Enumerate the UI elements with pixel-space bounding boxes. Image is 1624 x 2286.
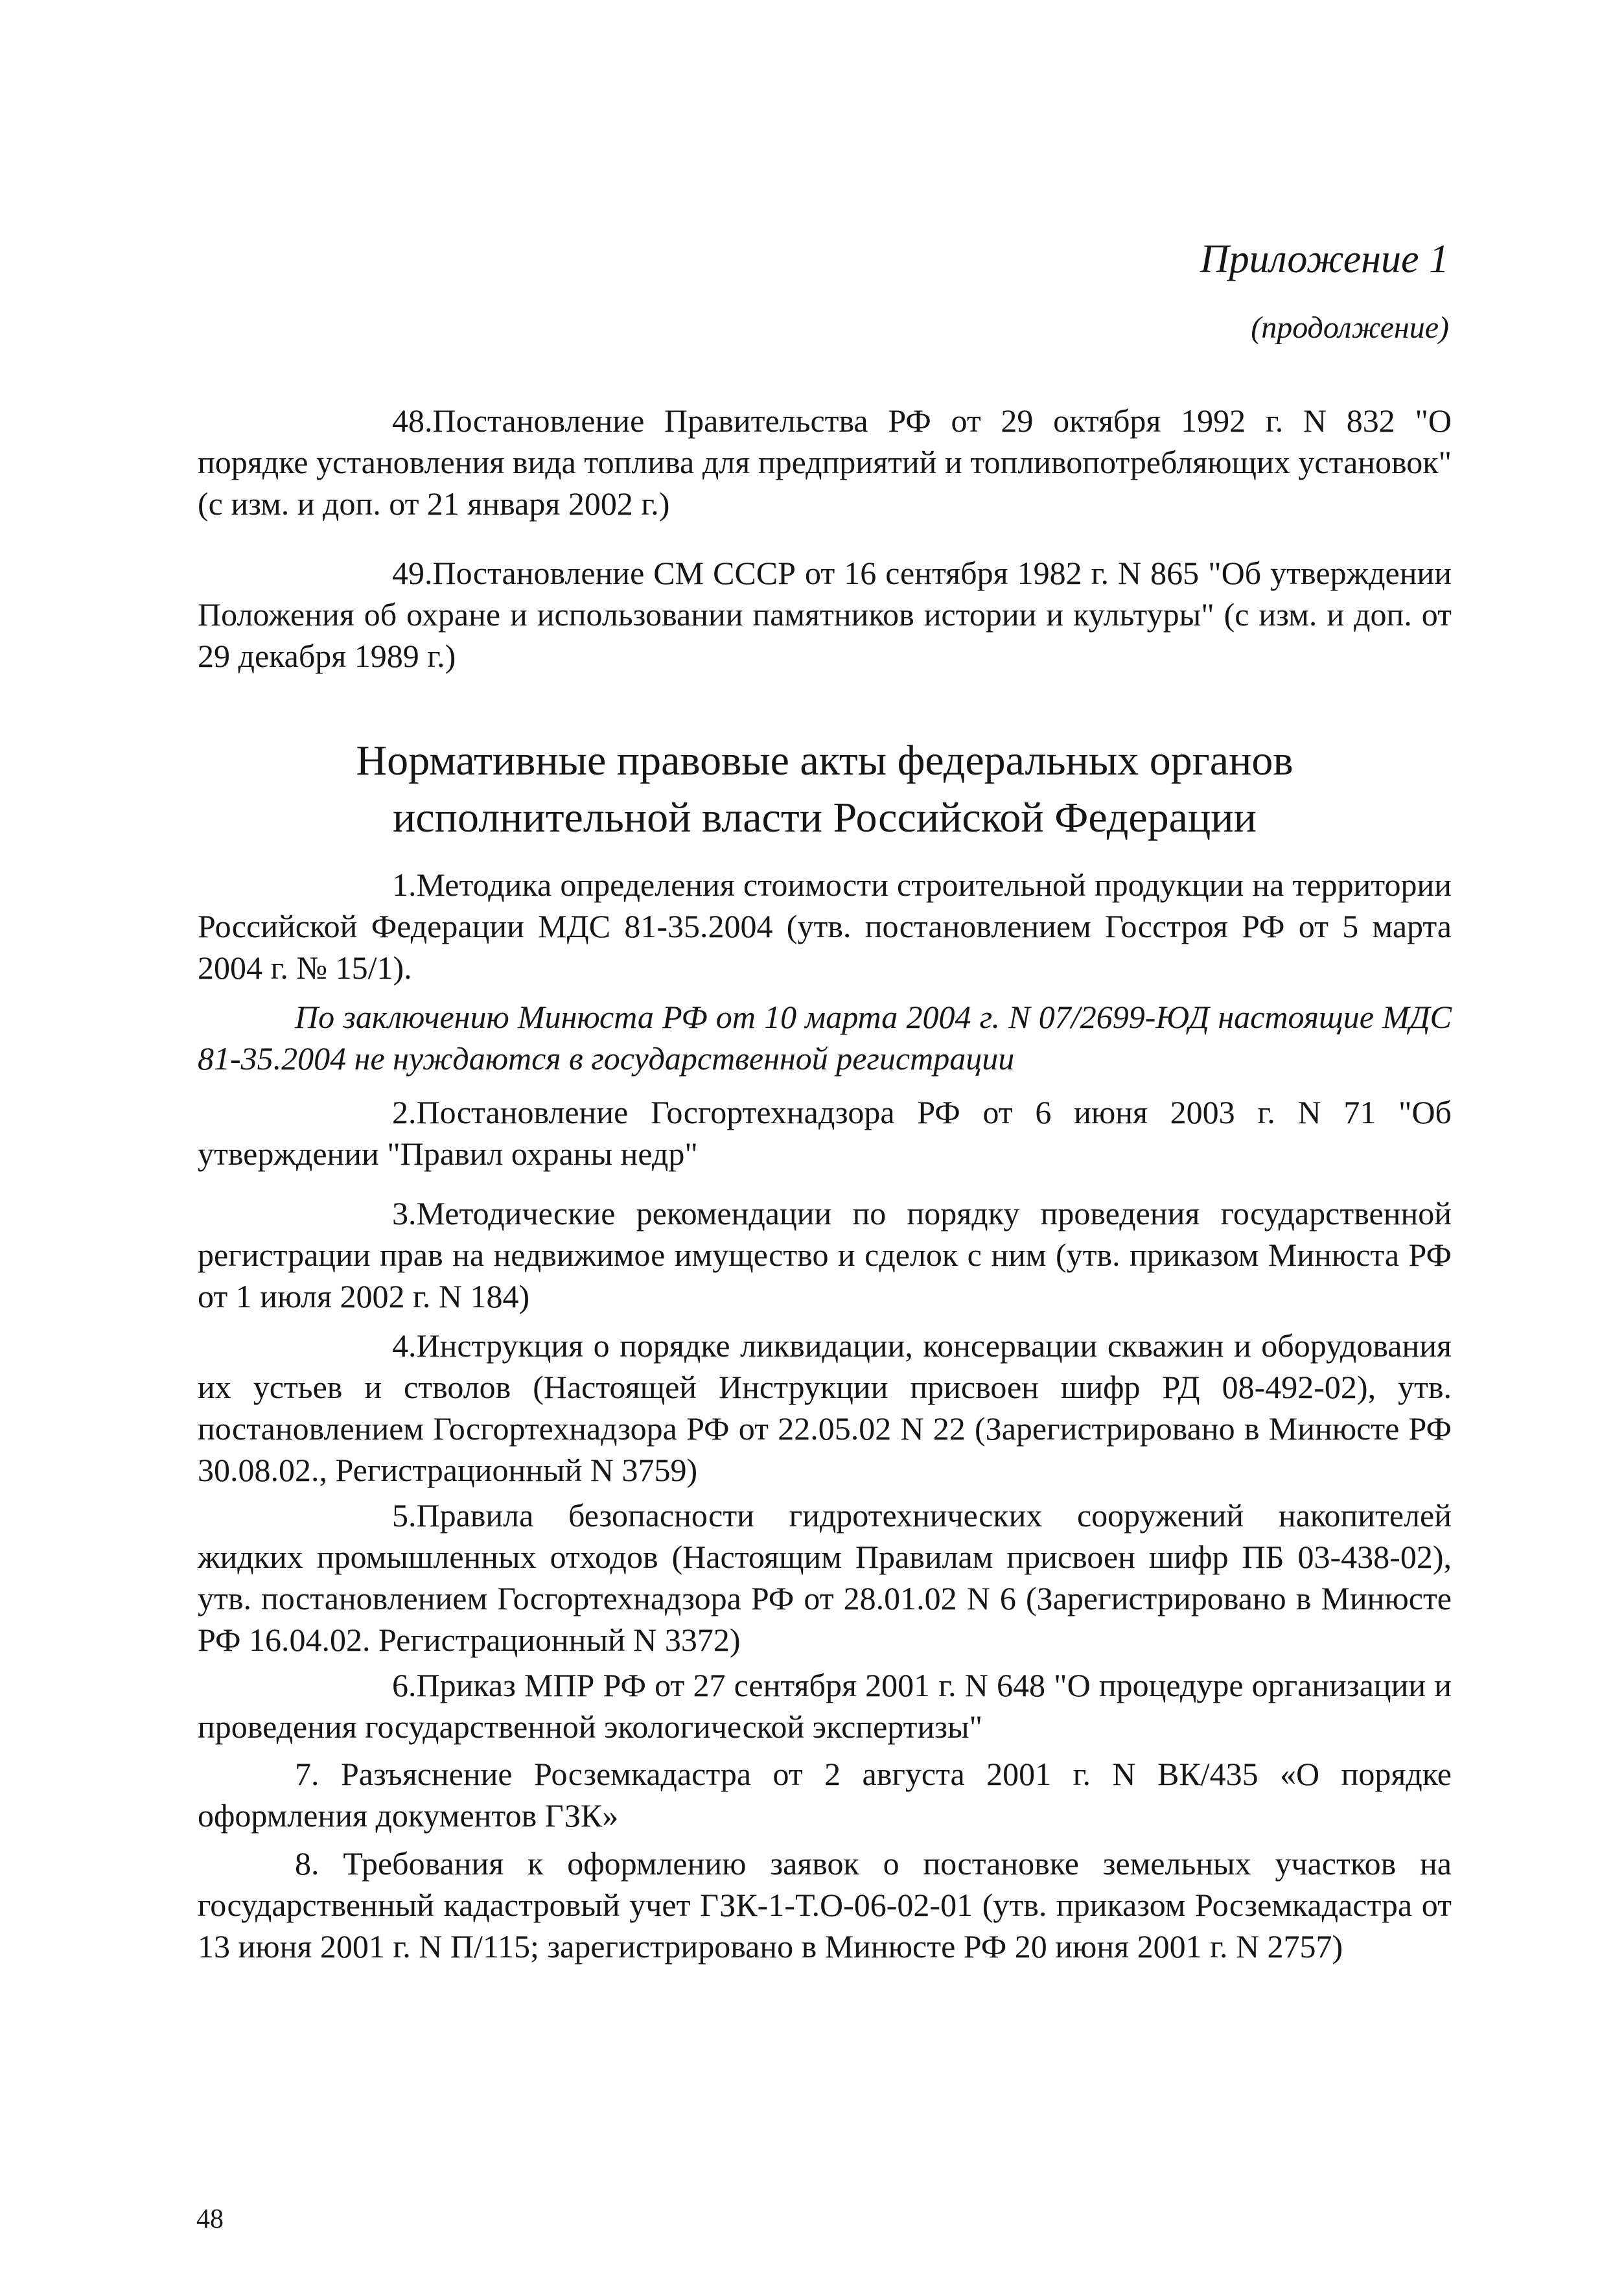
list-item: [198, 552, 1452, 677]
list-item: [198, 1664, 1452, 1747]
list-item: [198, 1495, 1452, 1661]
item-number: 7.: [295, 1756, 319, 1792]
item-text: Постановление СМ СССР от 16 сентября 1982 г. N 865 "Об утверждении Положения об охране и использовании памятников истории и культуры" (с изм. и доп. от 29 декабря 1989 г.): [198, 555, 1452, 674]
item-text: Приказ МПР РФ от 27 сентября 2001 г. N 648 "О процедуре организации и проведения государственной экологической экспертизы": [198, 1667, 1452, 1745]
item-number: 2.: [392, 1094, 417, 1130]
item-text: Постановление Госгортехнадзора РФ от 6 июня 2003 г. N 71 "Об утверждении "Правил охраны недр": [198, 1094, 1452, 1172]
section-heading-line-1: Нормативные правовые акты федеральных органов: [356, 737, 1293, 784]
list-item: [198, 400, 1452, 524]
list-item: [198, 1193, 1452, 1317]
item-number: 3.: [392, 1195, 417, 1231]
item-number: 5.: [392, 1497, 417, 1534]
list-item: [198, 1753, 1452, 1836]
list-item: [198, 864, 1452, 988]
item-text: Разъяснение Росземкадастра от 2 августа 2001 г. N ВК/435 «О порядке оформления документов ГЗК»: [198, 1756, 1452, 1834]
item-text: Требования к оформлению заявок о постановке земельных участков на государственный кадастровый учет ГЗК-1-Т.О-06-02-01 (утв. приказом Росземкадастра от 13 июня 2001 г. N П/115; зарегистрировано в Минюсте РФ 20 июня 2001 г. N 2757): [198, 1845, 1452, 1965]
item-number: 8.: [295, 1845, 319, 1882]
item-number: 6.: [392, 1667, 417, 1703]
list-item: [198, 1843, 1452, 1967]
item-number: 4.: [392, 1327, 417, 1364]
item-text: Правила безопасности гидротехнических сооружений накопителей жидких промышленных отходов (Настоящим Правилам присвоен шифр ПБ 03-438-02), утв. постановлением Госгортехнадзора РФ от 28.01.02 N 6 (Зарегистрировано в Минюсте РФ 16.04.02. Регистрационный N 3372): [198, 1497, 1452, 1658]
item-text: Инструкция о порядке ликвидации, консервации скважин и оборудования их устьев и стволов (Настоящей Инструкции присвоен шифр РД 08-492-02), утв. постановлением Госгортехнадзора РФ от 22.05.02 N 22 (Зарегистрировано в Минюсте РФ 30.08.02., Регистрационный N 3759): [198, 1327, 1452, 1488]
section-heading-line-2: исполнительной власти Российской Федерации: [393, 794, 1257, 841]
item-text: Методические рекомендации по порядку проведения государственной регистрации прав на недвижимое имущество и сделок с ним (утв. приказом Минюста РФ от 1 июля 2002 г. N 184): [198, 1195, 1452, 1314]
item-number: 1.: [392, 867, 417, 903]
note: [198, 996, 1452, 1079]
item-text: Постановление Правительства РФ от 29 октября 1992 г. N 832 "О порядке установления вида топлива для предприятий и топливопотребляющих установок" (с изм. и доп. от 21 января 2002 г.): [198, 402, 1452, 522]
list-item: [198, 1325, 1452, 1491]
appendix-title: Приложение 1: [1200, 237, 1449, 281]
appendix-subtitle: (продолжение): [1251, 310, 1449, 345]
list-item: [198, 1091, 1452, 1174]
note-text: По заключению Минюста РФ от 10 марта 2004 г. N 07/2699-ЮД настоящие МДС 81-35.2004 не нуждаются в государственной регистрации: [198, 999, 1452, 1077]
page-number: 48: [196, 2204, 224, 2234]
item-number: 48.: [392, 402, 433, 439]
item-number: 49.: [392, 555, 433, 591]
section-heading: [198, 732, 1452, 846]
item-text: Методика определения стоимости строительной продукции на территории Российской Федерации МДС 81-35.2004 (утв. постановлением Госстроя РФ от 5 марта 2004 г. № 15/1).: [198, 867, 1452, 986]
